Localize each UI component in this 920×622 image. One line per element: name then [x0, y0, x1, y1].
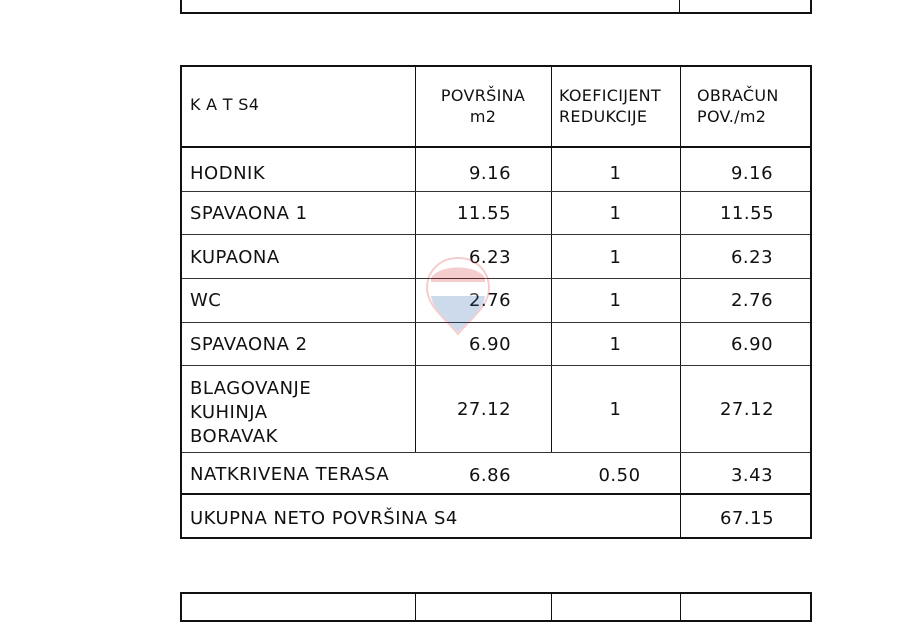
room-name: SPAVAONA 1 [190, 203, 308, 224]
room-name: NATKRIVENA TERASA [190, 464, 390, 485]
column-divider [415, 594, 416, 620]
room-coefficient: 1 [609, 163, 622, 184]
header-floor-label: K A T S4 [190, 95, 260, 114]
previous-table-fragment [180, 0, 812, 14]
room-area: 2.76 [468, 290, 512, 311]
room-area: 11.55 [456, 203, 512, 224]
column-divider [679, 0, 680, 12]
room-name: WC [190, 290, 222, 311]
header-calculation-line2: POV./m2 [697, 107, 767, 126]
room-area: 9.16 [468, 163, 512, 184]
header-area-line2: m2 [469, 107, 497, 126]
row-separator [182, 365, 810, 366]
room-calculated-area: 27.12 [719, 399, 775, 420]
header-area [415, 85, 551, 127]
total-separator [182, 493, 810, 495]
room-name: SPAVAONA 2 [190, 334, 308, 355]
row-separator [182, 191, 810, 192]
total-label: UKUPNA NETO POVRŠINA S4 [190, 508, 458, 529]
header-coefficient-line2: REDUKCIJE [559, 107, 648, 126]
total-value: 67.15 [719, 508, 775, 529]
next-table-fragment [180, 592, 812, 622]
room-calculated-area: 9.16 [730, 163, 774, 184]
room-coefficient: 1 [609, 290, 622, 311]
room-coefficient: 1 [609, 203, 622, 224]
column-divider [680, 67, 681, 539]
area-table-s4 [180, 65, 812, 539]
room-coefficient: 1 [609, 247, 622, 268]
room-name-multiline [190, 377, 311, 449]
room-calculated-area: 6.23 [730, 247, 774, 268]
room-calculated-area: 3.43 [730, 465, 774, 486]
row-separator [182, 452, 810, 453]
room-coefficient: 0.50 [598, 465, 641, 486]
room-calculated-area: 2.76 [730, 290, 774, 311]
room-name: KUPAONA [190, 247, 280, 268]
header-calculation [697, 85, 779, 127]
column-divider [551, 594, 552, 620]
row-separator [182, 278, 810, 279]
room-name-line: BORAVAK [190, 426, 278, 447]
header-coefficient-line1: KOEFICIJENT [559, 86, 662, 105]
room-coefficient: 1 [609, 334, 622, 355]
room-calculated-area: 6.90 [730, 334, 774, 355]
room-name-line: BLAGOVANJE [190, 378, 312, 399]
row-separator [182, 322, 810, 323]
room-calculated-area: 11.55 [719, 203, 775, 224]
room-name-line: KUHINJA [190, 402, 268, 423]
room-area: 6.90 [468, 334, 512, 355]
room-area: 6.23 [468, 247, 512, 268]
header-separator [182, 146, 810, 148]
header-area-line1: POVRŠINA [440, 86, 526, 105]
header-coefficient [559, 85, 661, 127]
room-coefficient: 1 [609, 399, 622, 420]
header-calculation-line1: OBRAČUN [697, 86, 779, 105]
room-name: HODNIK [190, 163, 266, 184]
column-divider [680, 594, 681, 620]
room-area: 27.12 [456, 399, 512, 420]
room-area: 6.86 [468, 465, 512, 486]
row-separator [182, 234, 810, 235]
